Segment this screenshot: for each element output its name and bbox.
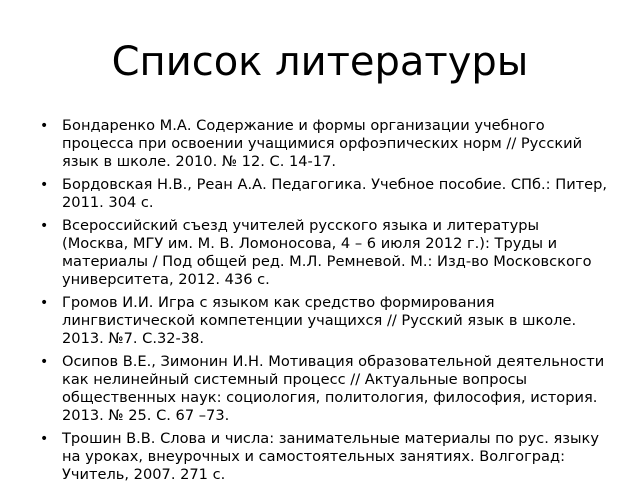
reference-text: Всероссийский съезд учителей русского языка и литературы (Москва, МГУ им. М. В. Ломоносова, 4 – 6 июля 2012 г.): Труды и материалы / Под общей ред. М.Л. Ремневой. М.: Изд-во Московского университета, 2012. 436 с. — [62, 217, 592, 288]
list-item — [40, 353, 608, 425]
slide-title: Список литературы — [111, 39, 529, 85]
bullet-icon: • — [40, 118, 49, 134]
reference-text: Трошин В.В. Слова и числа: занимательные материалы по рус. языку на уроках, внеурочных и самостоятельных занятиях. Волгоград: Учитель, 2007. 271 с. — [62, 430, 599, 483]
list-item — [40, 217, 608, 289]
reference-list — [40, 117, 608, 489]
list-item — [40, 176, 608, 212]
list-item — [40, 294, 608, 348]
reference-text: Бондаренко М.А. Содержание и формы организации учебного процесса при освоении учащимися орфоэпических норм // Русский язык в школе. 2010. № 12. С. 14-17. — [62, 117, 583, 170]
bullet-icon: • — [40, 218, 49, 234]
reference-text: Громов И.И. Игра с языком как средство формирования лингвистической компетенции учащихся // Русский язык в школе. 2013. №7. С.32-38. — [62, 294, 577, 347]
bullet-icon: • — [40, 354, 49, 370]
bullet-icon: • — [40, 295, 49, 311]
bullet-icon: • — [40, 177, 49, 193]
bullet-icon: • — [40, 431, 49, 447]
reference-text: Осипов В.Е., Зимонин И.Н. Мотивация образовательной деятельности как нелинейный системный процесс // Актуальные вопросы общественных наук: социология, политология, философия, история. 2013. № 25. С. 67 –73. — [62, 353, 605, 424]
list-item — [40, 117, 608, 171]
list-item — [40, 430, 608, 484]
reference-text: Бордовская Н.В., Реан А.А. Педагогика. Учебное пособие. СПб.: Питер, 2011. 304 с. — [62, 176, 608, 211]
